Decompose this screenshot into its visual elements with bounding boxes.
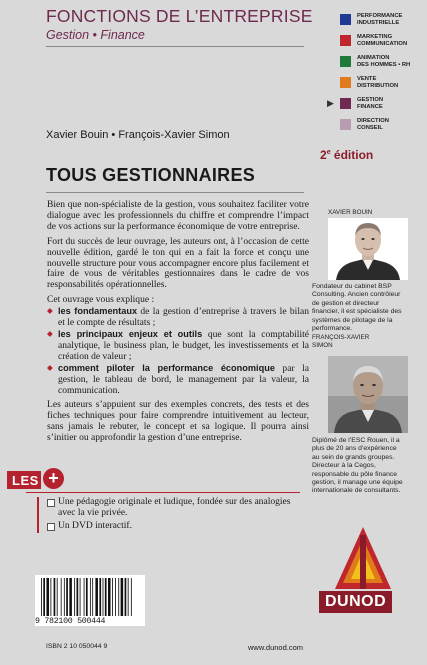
series-subtitle: Gestion • Finance (46, 28, 145, 42)
les-plus-bar (37, 497, 39, 533)
barcode-bar (66, 578, 68, 616)
category-swatch (340, 119, 351, 130)
category-label: MARKETING COMMUNICATION (357, 34, 408, 47)
barcode-bar (50, 578, 51, 616)
bio-text: Diplômé de l’ESC Rouen, il a plus de 20 ans d’expérience au sein de grands groupes. Directeur à la Cegos, responsable du pôle finance gestion, il manage une équipe internationale de consultants. (312, 437, 403, 495)
barcode-bar (128, 578, 129, 616)
triangle-right-icon: ▶ (327, 98, 334, 108)
les-plus-divider (26, 492, 300, 493)
author-photo (328, 356, 408, 433)
category-swatch (340, 14, 351, 25)
list-item: Un DVD interactif. (47, 521, 302, 532)
category-swatch (340, 35, 351, 46)
bio-name: SIMON (312, 342, 333, 349)
barcode-bar (54, 578, 56, 616)
bullet-intro: Cet ouvrage vous explique : (47, 294, 155, 306)
category-item-direction (326, 117, 426, 135)
barcode-bar (118, 578, 119, 616)
category-item-vente (326, 75, 426, 93)
isbn-text: ISBN 2 10 050044 9 (46, 643, 108, 650)
list-item: ◆ les fondamentaux de la gestion d’entreprise à travers le bilan et le compte de résultats ; (47, 306, 309, 329)
back-cover-text (47, 200, 309, 448)
category-label: PERFORMANCE INDUSTRIELLE (357, 13, 403, 26)
category-label: VENTE DISTRIBUTION (357, 76, 399, 89)
category-item-animation (326, 54, 426, 72)
barcode-bar (84, 578, 85, 616)
barcode-bar (92, 578, 93, 616)
list-item: ◆ les principaux enjeux et outils que sont la comptabilité analytique, le business plan, le budget, les investissements et la création de valeur ; (47, 329, 309, 363)
publisher-logo-icon (329, 525, 397, 591)
paragraph: Bien que non-spécialiste de la gestion, vous souhaitez faciliter votre dialogue avec les professionnels du chiffre et comprendre l’impact de vos actions sur la performance économique de votre entreprise. (47, 199, 309, 232)
barcode-bar (108, 578, 111, 616)
barcode-bar (121, 578, 124, 616)
barcode-bar (86, 578, 88, 616)
bullet-list (47, 306, 309, 396)
plus-icon: + (43, 468, 64, 489)
category-list (326, 12, 426, 138)
header-divider (46, 46, 304, 47)
barcode-bar (74, 578, 75, 616)
barcode-bar (103, 578, 104, 616)
series-title: FONCTIONS DE L’ENTREPRISE (46, 6, 313, 26)
bio-name: FRANÇOIS-XAVIER (312, 334, 370, 341)
category-swatch (340, 77, 351, 88)
barcode-bar (46, 578, 49, 616)
barcode-bar (77, 578, 79, 616)
bio-text: Fondateur du cabinet BSP Consulting. Ancien contrôleur de gestion et directeur financier, il est spécialiste des systèmes de pilotage de la performance. (312, 283, 402, 333)
barcode-bar (57, 578, 58, 616)
category-label: DIRECTION CONSEIL (357, 118, 389, 131)
barcode-bar (64, 578, 65, 616)
barcode-bar (43, 578, 45, 616)
barcode-bar (95, 578, 98, 616)
list-item: Une pédagogie originale et ludique, fondée sur des analogies avec la vie privée. (47, 497, 302, 519)
publisher-name: DUNOD (319, 591, 392, 613)
website-link[interactable]: www.dunod.com (248, 643, 304, 652)
book-authors: Xavier Bouin • François-Xavier Simon (46, 129, 230, 141)
barcode-digits: 9 782100 500444 (35, 617, 145, 626)
barcode-bar (69, 578, 72, 616)
paragraph: Les auteurs s’appuient sur des exemples concrets, des tests et des fiches techniques pour faire comprendre intuitivement au lecteur, sans jamais le rebuter, le concept et sa logique. Il pourra ainsi s’initier ou approfondir la gestion d’une entreprise. (47, 399, 309, 444)
category-label: GESTION FINANCE (357, 97, 384, 110)
barcode-bar (61, 578, 62, 616)
barcode-bar (105, 578, 107, 616)
category-item-gestion (326, 96, 426, 114)
barcode-bar (115, 578, 116, 616)
barcode-bar (131, 578, 132, 616)
category-label: ANIMATION DES HOMMES • RH (357, 55, 411, 68)
barcode-bar (41, 578, 42, 616)
book-title: TOUS GESTIONNAIRES (46, 165, 256, 185)
barcode-bar (99, 578, 101, 616)
category-swatch (340, 56, 351, 67)
barcode-bar (90, 578, 91, 616)
category-item-performance (326, 12, 426, 30)
barcode-bar (112, 578, 113, 616)
portrait-image (328, 356, 408, 433)
list-item: ◆ comment piloter la performance économique par la gestion, le tableau de bord, le management par la valeur, la communication. (47, 363, 309, 397)
paragraph: Fort du succès de leur ouvrage, les auteurs ont, à l’occasion de cette nouvelle édition, gardé le ton qui en a fait la force et conçu une nouvelle structure pour vous accompagner encore plus facilement et faire de vous de véritables gestionnaires dans le cadre de vos responsabilités opérationnelles. (47, 235, 309, 291)
category-item-marketing (326, 33, 426, 51)
bio-name: XAVIER BOUIN (328, 209, 373, 216)
category-swatch (340, 98, 351, 109)
barcode (35, 575, 145, 617)
edition-label: 2e édition (320, 148, 374, 162)
barcode-bar (80, 578, 81, 616)
les-plus-label: LES (7, 471, 41, 489)
portrait-image (328, 218, 408, 280)
barcode-bars (35, 575, 145, 617)
title-divider (46, 192, 304, 193)
les-plus-list (47, 497, 302, 534)
barcode-bar (125, 578, 127, 616)
author-photo (328, 218, 408, 280)
